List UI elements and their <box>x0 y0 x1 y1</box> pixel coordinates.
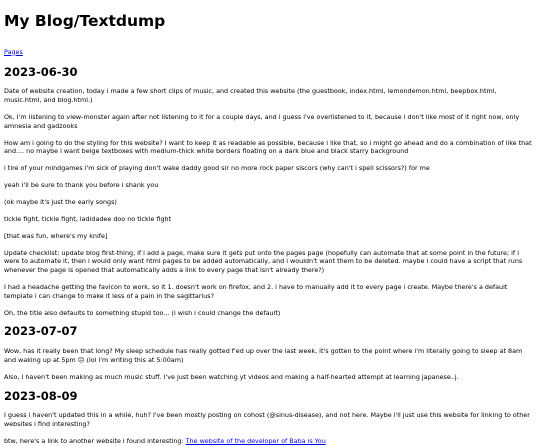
entry-date: 2023-07-07 <box>4 324 78 339</box>
blog-entry-2023-06-30 <box>4 66 536 318</box>
entry-paragraph: [that was fun, where's my knife] <box>4 231 108 240</box>
entry-paragraph: I had a headache getting the favicon to work, so it 1. doesn't work on firefox, and 2. i have to manually add it to every page i create. Maybe there's a default template i can change to make it less of a pain in the sagittarius? <box>4 282 508 300</box>
blog-entry-2023-08-09 <box>4 390 536 446</box>
baba-is-you-developer-link[interactable]: The website of the developer of Baba is You <box>185 437 326 446</box>
page-title: My Blog/Textdump <box>4 12 166 30</box>
entry-paragraph: Oh, the title also defaults to something stupid too... (i wish i could change the default) <box>4 308 281 317</box>
entry-date: 2023-08-09 <box>4 388 78 403</box>
link-intro-text: btw, here's a link to another website i found interesting: <box>4 437 186 446</box>
entry-paragraph: tickle fight, tickle fight, ladidadee doo no tickle fight <box>4 214 172 223</box>
entry-paragraph: Date of website creation, today i made a few short clips of music, and created this website (the guestbook, index.html, lemondemon.html, beepbox.html, music.html, and blog.html.) <box>4 87 497 105</box>
entry-paragraph: Also, I haven't been making as much music stuff. I've just been watching yt videos and making a half-hearted attempt at learning japanese..j. <box>4 372 459 381</box>
entry-paragraph-with-link <box>4 437 536 446</box>
blog-entry-2023-07-07 <box>4 325 536 381</box>
entry-paragraph: i tire of your mindgames i'm sick of playing don't wake daddy good sir no more rock paper siscors (why can't i spell scissors?) for me <box>4 164 430 173</box>
pages-link[interactable]: Pages <box>4 47 23 56</box>
entry-paragraph: (ok maybe it's just the early songs) <box>4 197 117 206</box>
entry-paragraph: Update checklist: update blog first-thing, if i add a page, make sure it gets put onto the pages page (hopefully can automate that at some point in the future; if i were to automate it, then i would only want html pages to be added automatically, and i wouldn't want them to be deleted. maybe i could have a script that runs whenever the page is opened that automatically adds a link to every page that isn't already there?) <box>4 248 523 275</box>
entry-paragraph: Ok, I'm listening to view-monster again after not listening to it for a couple days, and i guess i've overlistened to it, because i don't like most of it right now, only amnesia and gadzooks <box>4 112 520 130</box>
entry-paragraph: Wow, has it really been that long? My sleep schedule has really gotted f'ed up over the last week, it's gotten to the point where i'm literally going to sleep at 8am and waking up at 5pm ☹ (lol i'm writing this at 5:00am) <box>4 347 523 364</box>
entry-paragraph: I guess i haven't updated this in a while, huh? I've been mostly posting on cohost (@sinus-disease), and not here. Maybe i'll just use this website for linking to other websites i find interesting? <box>4 411 530 429</box>
entry-paragraph: yeah i'll be sure to thank you before i shank you <box>4 181 159 190</box>
entry-date: 2023-06-30 <box>4 64 78 79</box>
entry-paragraph: How am i going to do the styling for this website? I want to keep it as readable as possible, because i like that, so i might go ahead and do a combination of like that and.... no maybe i want beige textboxes with medium-thick white borders floating on a dark blue and black starry background <box>4 138 532 156</box>
